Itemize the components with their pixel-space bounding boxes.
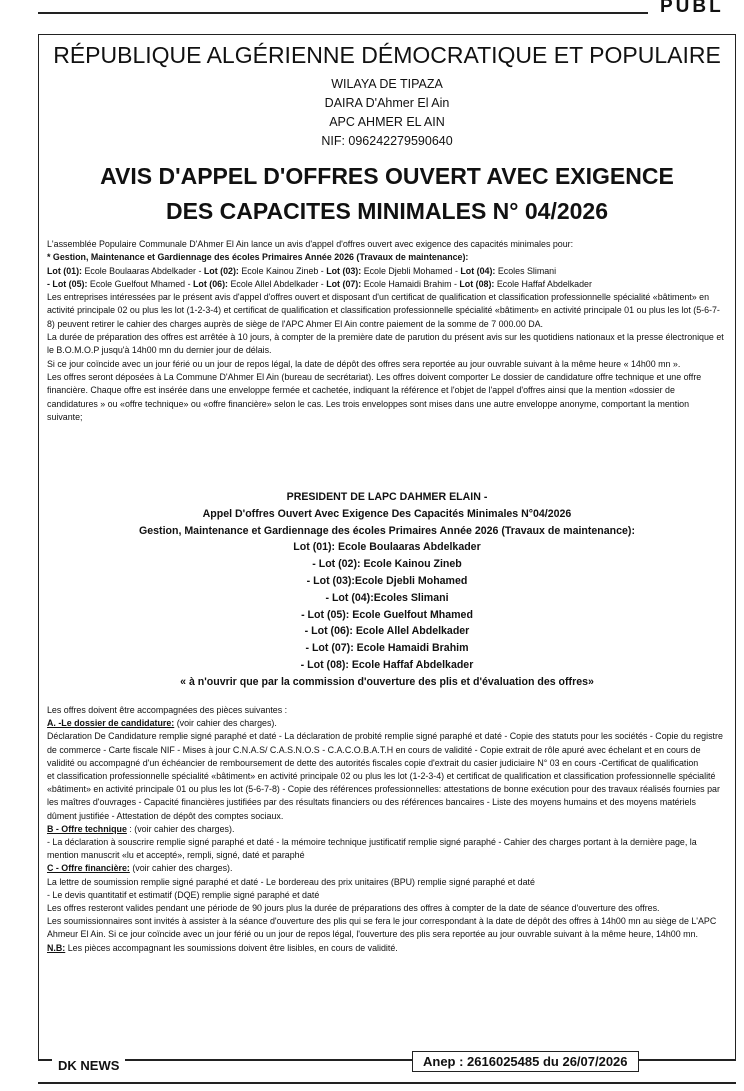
- mention-lot: - Lot (07): Ecole Hamaidi Brahim: [305, 642, 469, 655]
- opening-paragraph: Les soumissionnaires sont invités à assister à la séance d'ouverture des plis qui se fera le jour correspondant à la date de dépôt des offres à 14h00 mn au siège de L'APC Ahmeur El Ain. Si ce jour coïncide avec un jour férié ou un jour de repos légal, l'ouverture des plis sera reportée au jour ouvrable suivant à la même heure, 14h00 mn.: [47, 916, 717, 940]
- section-c-heading: C - Offre financière: (voir cahier des charges).: [47, 863, 233, 874]
- notice-body-intro: [47, 238, 727, 424]
- mention-lot: - Lot (05): Ecole Guelfout Mhamed: [301, 608, 473, 621]
- mention-line: « à n'ouvrir que par la commission d'ouverture des plis et d'évaluation des offres»: [180, 675, 594, 688]
- mention-lot: Lot (01): Ecole Boulaaras Abdelkader: [293, 541, 481, 554]
- mention-line: Appel D'offres Ouvert Avec Exigence Des Capacités Minimales N°04/2026: [202, 507, 572, 520]
- eligibility-paragraph: Les entreprises intéressées par le présent avis d'appel d'offres ouvert et disposant d'un certificat de qualification et classification professionnelle spécialité «bâtiment» en activité principale 02 ou plus les lot (1-2-3-4) et certificat de qualification et classification professionnelle spécialité «bâtiment» en activité principale 01 ou plus les lot (5-6-7-8) peuvent retirer le cahier des charges auprès de siège de l'APC Ahmer El Ain contre paiement de la somme de 7 000.00 DA.: [47, 292, 720, 329]
- mention-lot: - Lot (02): Ecole Kainou Zineb: [312, 558, 462, 571]
- envelope-mention-block: [38, 489, 736, 691]
- object-line: * Gestion, Maintenance et Gardiennage des écoles Primaires Année 2026 (Travaux de maintenance):: [47, 252, 469, 263]
- daira-line: DAIRA D'Ahmer El Ain: [324, 96, 450, 110]
- nb-note: N.B: Les pièces accompagnant les soumissions doivent être lisibles, en cours de validité.: [47, 942, 398, 953]
- section-b-heading: B - Offre technique : (voir cahier des charges).: [47, 823, 235, 834]
- bottom-rule: [38, 1082, 736, 1084]
- title-line-2: DES CAPACITES MINIMALES N° 04/2026: [165, 198, 609, 224]
- deadline-paragraph: La durée de préparation des offres est arrêtée à 10 jours, à compter de la première date de parution du présent avis sur les quotidiens nationaux et la presse électronique et le B.O.M.O.P jusqu'à 14h00 mn du dernier jour de délais.: [47, 332, 724, 356]
- documents-intro: Les offres doivent être accompagnées des pièces suivantes :: [47, 705, 288, 715]
- anep-reference: Anep : 2616025485 du 26/07/2026: [412, 1051, 639, 1072]
- section-label: PUBL: [660, 0, 724, 17]
- intro-paragraph: L'assemblée Populaire Communale D'Ahmer El Ain lance un avis d'appel d'offres ouvert avec exigence des capacités minimales pour:: [47, 239, 574, 249]
- section-b-text: - La déclaration à souscrire remplie signé paraphé et daté - la mémoire technique justificatif remplie signé paraphé - Cahier des charges portant à la dernière page, la mention manuscrit «lu et accepté», rempli, signé, daté et paraphé: [47, 837, 697, 861]
- holiday-paragraph: Si ce jour coïncide avec un jour férié ou un jour de repos légal, la date de dépôt des offres sera reportée au jour ouvrable suivant à la même heure « 14h00 mn ».: [47, 358, 681, 369]
- section-a-heading: A. -Le dossier de candidature: (voir cahier des charges).: [47, 718, 277, 729]
- validity-paragraph: Les offres resteront valides pendant une période de 90 jours plus la durée de préparations des offres à compter de la date de séance d'ouverture des offres.: [47, 903, 660, 914]
- section-a-text-cont: et classification professionnelle spécialité «bâtiment» en activité principale 02 ou plus les lot (1-2-3-4) et certificat de qualification et classification professionnelle spécialité «bâtiment» en activité principale 01 ou plus les lot (5-6-7-8) - Copie des références professionnelles: attestations de bonne exécution pour des travaux réalisés fournies par les maîtres d'ouvrages - Capacité financières justifiées par des résultats financiers ou des références bancaires - Liste des moyens humains et des moyens matériels dûment justifiée - Attestation de dépôt des comptes sociaux.: [47, 771, 720, 821]
- apc-line: APC AHMER EL AIN: [329, 115, 445, 129]
- section-c-text: La lettre de soumission remplie signé paraphé et daté - Le bordereau des prix unitaires (BPU) remplie signé paraphé et daté: [47, 876, 535, 887]
- notice-title: [38, 159, 736, 229]
- mention-lot: - Lot (08): Ecole Haffaf Abdelkader: [300, 658, 474, 671]
- required-documents-section: [47, 704, 727, 955]
- title-line-1: AVIS D'APPEL D'OFFRES OUVERT AVEC EXIGENCE: [100, 163, 674, 189]
- section-c-text-2: - Le devis quantitatif et estimatif (DQE) remplie signé paraphé et daté: [47, 889, 320, 900]
- lots-line-a: Lot (01): Ecole Boulaaras Abdelkader - Lot (02): Ecole Kainou Zineb - Lot (03): Ecole Djebli Mohamed - Lot (04): Ecoles Slimani: [47, 265, 557, 276]
- newspaper-name: DK NEWS: [52, 1058, 125, 1073]
- republic-heading: RÉPUBLIQUE ALGÉRIENNE DÉMOCRATIQUE ET POPULAIRE: [53, 42, 721, 68]
- mention-line: PRESIDENT DE LAPC DAHMER ELAIN -: [286, 491, 488, 503]
- section-a-text: Déclaration De Candidature remplie signé paraphé et daté - La déclaration de probité remplie signé paraphé et daté - Copie des statuts pour les sociétés - Copie du registre de commerce - Carte fiscale NIF - Mises à jour C.N.A.S/ C.A.S.N.O.S - C.A.C.O.B.A.T.H en cours de validité - Copie extrait de rôle apuré avec échelant et en cours de validité ou accompagné d'un échéancier de remboursement de dette des autorités fiscales copie d'extrait du casier judiciaire N° 03 en cours -Certificat de qualification: [47, 731, 723, 768]
- top-rule: [38, 12, 648, 14]
- wilaya-line: WILAYA DE TIPAZA: [331, 77, 443, 91]
- mention-line: Gestion, Maintenance et Gardiennage des écoles Primaires Année 2026 (Travaux de maintenance):: [139, 524, 635, 537]
- mention-lot: - Lot (04):Ecoles Slimani: [325, 591, 449, 604]
- submission-paragraph: Les offres seront déposées à La Commune D'Ahmer El Ain (bureau de secrétariat). Les offres doivent comporter Le dossier de candidature offre technique et une offre financière. Chaque offre est insérée dans une enveloppe fermée et cachetée, indiquant la référence et l'objet de l'appel d'offres ainsi que la mention «dossier de candidatures » ou «offre technique» ou «offre financière» selon le cas. Les trois enveloppes sont mises dans une autre enveloppe anonyme, comportant la mention suivante;: [47, 371, 702, 422]
- nif-line: NIF: 096242279590640: [321, 134, 453, 148]
- mention-lot: - Lot (06): Ecole Allel Abdelkader: [304, 625, 470, 638]
- lots-line-b: - Lot (05): Ecole Guelfout Mhamed - Lot (06): Ecole Allel Abdelkader - Lot (07): Ecole Hamaidi Brahim - Lot (08): Ecole Haffaf Abdelkader: [47, 278, 592, 289]
- mention-lot: - Lot (03):Ecole Djebli Mohamed: [306, 574, 468, 587]
